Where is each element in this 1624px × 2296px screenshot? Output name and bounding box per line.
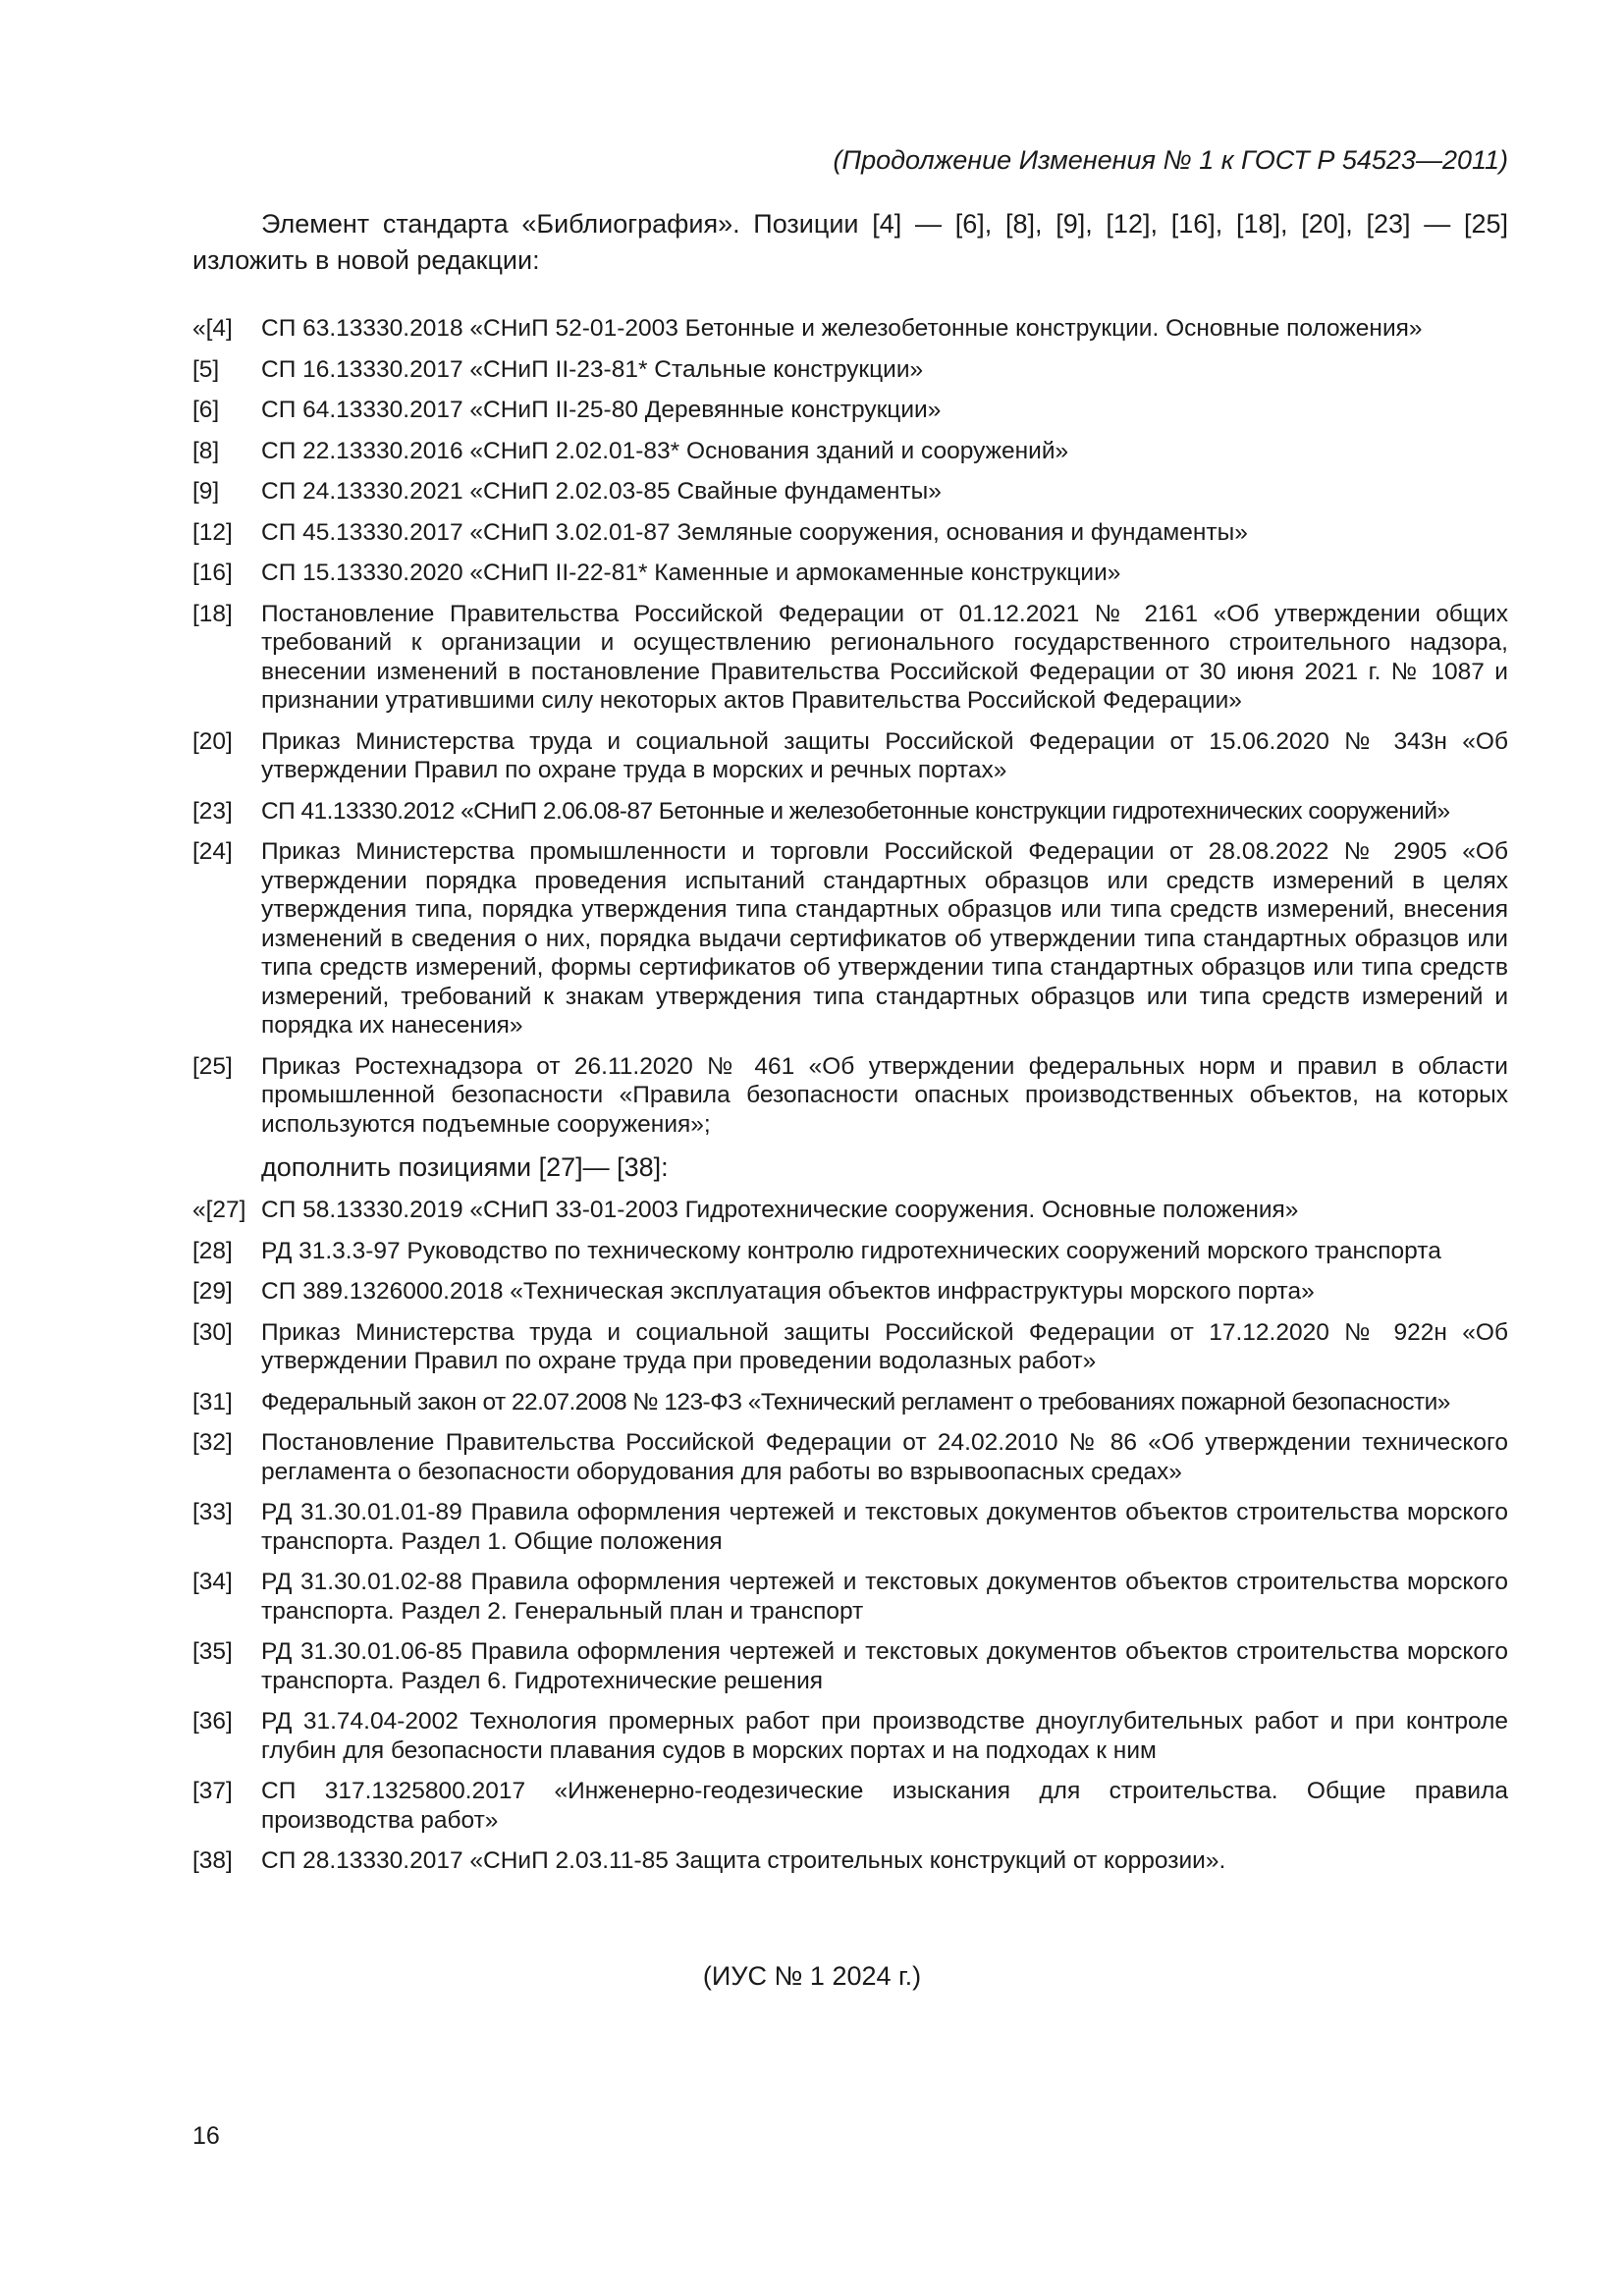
reference-item	[192, 1428, 1508, 1486]
reference-number: [20]	[192, 727, 233, 755]
reference-number: [38]	[192, 1847, 233, 1874]
reference-text: СП 64.13330.2017 «СНиП II-25-80 Деревянные конструкции»	[261, 397, 942, 423]
reference-item	[192, 477, 1508, 507]
reference-number: «[4]	[192, 315, 233, 342]
add-positions-text: дополнить позициями [27]— [38]:	[261, 1152, 669, 1182]
reference-text: Федеральный закон от 22.07.2008 № 123-ФЗ «Технический регламент о требованиях пожарной безопасности»	[261, 1388, 1450, 1415]
reference-item	[192, 1237, 1508, 1266]
reference-item	[192, 1388, 1508, 1417]
ius-note: (ИУС № 1 2024 г.)	[702, 1961, 922, 1991]
bibliography-list	[192, 314, 1508, 1888]
reference-number: «[27]	[192, 1197, 246, 1223]
reference-item	[192, 727, 1508, 785]
reference-number: [18]	[192, 600, 233, 627]
reference-number: [6]	[192, 397, 220, 423]
reference-text: СП 63.13330.2018 «СНиП 52-01-2003 Бетонные и железобетонные конструкции. Основные положения»	[261, 315, 1423, 342]
reference-number: [24]	[192, 838, 233, 865]
reference-item	[192, 797, 1508, 827]
reference-number: [30]	[192, 1318, 233, 1346]
reference-item	[192, 1277, 1508, 1307]
reference-number: [23]	[192, 797, 233, 825]
reference-text: СП 16.13330.2017 «СНиП II-23-81* Стальные конструкции»	[261, 355, 924, 383]
intro-paragraph: Элемент стандарта «Библиография». Позиции [4] — [6], [8], [9], [12], [16], [18], [20], [23] — [25] изложить в новой редакции:	[192, 209, 1508, 275]
reference-item	[192, 837, 1508, 1041]
reference-number: [8]	[192, 437, 220, 464]
reference-text: Приказ Министерства труда и социальной защиты Российской Федерации от 17.12.2020 № 922н «Об утверждении Правил по охране труда при проведении водолазных работ»	[261, 1318, 1508, 1374]
reference-item	[192, 314, 1508, 344]
reference-item	[192, 1707, 1508, 1765]
reference-text: СП 41.13330.2012 «СНиП 2.06.08-87 Бетонные и железобетонные конструкции гидротехнических сооружений»	[261, 797, 1450, 825]
reference-text: РД 31.30.01.06-85 Правила оформления чертежей и текстовых документов объектов строительства морского транспорта. Раздел 6. Гидротехнические решения	[261, 1638, 1508, 1694]
reference-text: Приказ Министерства труда и социальной защиты Российской Федерации от 15.06.2020 № 343н «Об утверждении Правил по охране труда в морских и речных портах»	[261, 727, 1508, 783]
reference-item	[192, 355, 1508, 385]
reference-item	[192, 1196, 1508, 1225]
reference-text: СП 15.13330.2020 «СНиП II-22-81* Каменные и армокаменные конструкции»	[261, 560, 1121, 586]
reference-number: [16]	[192, 560, 233, 586]
reference-text: СП 22.13330.2016 «СНиП 2.02.01-83* Основания зданий и сооружений»	[261, 437, 1069, 464]
reference-item	[192, 437, 1508, 466]
reference-number: [36]	[192, 1708, 233, 1735]
reference-text: СП 28.13330.2017 «СНиП 2.03.11-85 Защита строительных конструкций от коррозии».	[261, 1847, 1226, 1874]
reference-text: РД 31.30.01.01-89 Правила оформления чертежей и текстовых документов объектов строительства морского транспорта. Раздел 1. Общие положения	[261, 1499, 1508, 1555]
reference-text: Постановление Правительства Российской Федерации от 01.12.2021 № 2161 «Об утверждении общих требований к организации и осуществлению регионального государственного строительного надзора, внесении изменений в постановление Правительства Российской Федерации от 30 июня 2021 г. № 1087 и признании утратившими силу некоторых актов Правительства Российской Федерации»	[261, 600, 1508, 714]
reference-number: [28]	[192, 1237, 233, 1264]
reference-text: Постановление Правительства Российской Федерации от 24.02.2010 № 86 «Об утверждении технического регламента о безопасности оборудования для работы во взрывоопасных средах»	[261, 1429, 1508, 1485]
reference-text: СП 45.13330.2017 «СНиП 3.02.01-87 Земляные сооружения, основания и фундаменты»	[261, 518, 1248, 546]
reference-number: [5]	[192, 355, 220, 383]
reference-number: [33]	[192, 1499, 233, 1525]
reference-item	[192, 1637, 1508, 1695]
reference-item	[192, 1568, 1508, 1626]
continuation-header: (Продолжение Изменения № 1 к ГОСТ Р 54523—2011)	[833, 145, 1508, 175]
reference-item	[192, 1052, 1508, 1140]
reference-number: [32]	[192, 1429, 233, 1456]
reference-item	[192, 1846, 1508, 1876]
reference-number: [12]	[192, 518, 233, 546]
reference-item	[192, 396, 1508, 425]
reference-text: РД 31.74.04-2002 Технология промерных работ при производстве дноуглубительных работ и при контроле глубин для безопасности плавания судов в морских портах и на подходах к ним	[261, 1708, 1508, 1764]
reference-text: Приказ Министерства промышленности и торговли Российской Федерации от 28.08.2022 № 2905 «Об утверждении порядка проведения испытаний стандартных образцов или средств измерений в целях утверждения типа, порядка утверждения типа стандартных образцов или типа средств измерений, внесения изменений в сведения о них, порядка выдачи сертификатов об утверждении типа стандартных образцов или типа средств измерений, формы сертификатов об утверждении типа стандартных образцов или типа средств измерений, требований к знакам утверждения типа стандартных образцов или типа средств измерений и порядка их нанесения»	[261, 838, 1508, 1039]
reference-text: РД 31.3.3-97 Руководство по техническому контролю гидротехнических сооружений морского транспорта	[261, 1237, 1441, 1264]
reference-number: [34]	[192, 1569, 233, 1595]
reference-number: [35]	[192, 1638, 233, 1665]
reference-text: Приказ Ростехнадзора от 26.11.2020 № 461 «Об утверждении федеральных норм и правил в области промышленной безопасности «Правила безопасности опасных производственных объектов, на которых используются подъемные сооружения»;	[261, 1052, 1508, 1138]
reference-number: [25]	[192, 1052, 233, 1080]
reference-item	[192, 1498, 1508, 1556]
reference-item	[192, 1318, 1508, 1376]
reference-number: [31]	[192, 1388, 233, 1415]
reference-text: СП 317.1325800.2017 «Инженерно-геодезические изыскания для строительства. Общие правила производства работ»	[261, 1778, 1508, 1834]
page-number: 16	[192, 2122, 220, 2150]
reference-item	[192, 559, 1508, 588]
reference-text: СП 58.13330.2019 «СНиП 33-01-2003 Гидротехнические сооружения. Основные положения»	[261, 1197, 1299, 1223]
reference-text: СП 389.1326000.2018 «Техническая эксплуатация объектов инфраструктуры морского порта»	[261, 1278, 1315, 1305]
reference-item	[192, 600, 1508, 716]
reference-text: РД 31.30.01.02-88 Правила оформления чертежей и текстовых документов объектов строительства морского транспорта. Раздел 2. Генеральный план и транспорт	[261, 1569, 1508, 1625]
reference-number: [9]	[192, 478, 220, 505]
reference-number: [37]	[192, 1778, 233, 1804]
reference-text: СП 24.13330.2021 «СНиП 2.02.03-85 Свайные фундаменты»	[261, 478, 942, 505]
reference-item	[192, 1777, 1508, 1835]
reference-number: [29]	[192, 1278, 233, 1305]
reference-item	[192, 518, 1508, 548]
